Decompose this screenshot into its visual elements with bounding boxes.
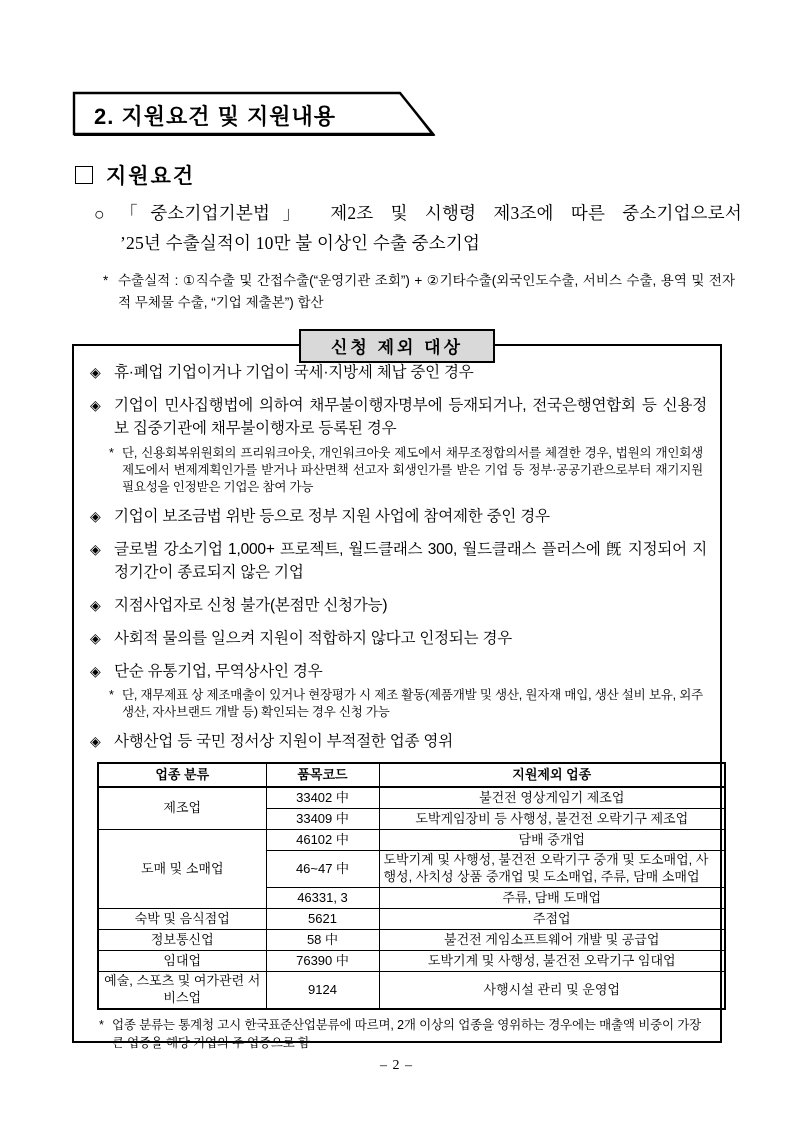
requirement-paragraph [94,198,742,258]
table-row [98,909,725,930]
diamond-bullet-icon: ◈ [90,364,101,380]
exclusion-item [87,362,707,385]
requirement-line-1: 「중소기업기본법」 제2조 및 시행령 제3조에 따른 중소기업으로서 [120,203,742,223]
exclusion-box-content [74,346,720,1052]
table-footnote [99,1017,701,1053]
item-code-cell: 76390 中 [266,951,379,972]
exclusion-item [87,595,707,618]
section-heading-label: 지원요건 [106,164,196,188]
table-header-row [98,763,725,787]
item-code-cell: 46102 中 [266,830,379,851]
diamond-bullet-icon: ◈ [90,662,101,679]
table-row [98,930,725,951]
page-number: – 2 – [380,1058,413,1073]
exclusion-item-note-text: 단, 신용회복위원회의 프리워크아웃, 개인워크아웃 제도에서 채무조정합의서를 체결한 경우, 법원의 개인회생제도에서 변제계획인가를 받거나 파산면책 선고자 회생인가를 받은 기업 등 정부·공공기관으로부터 재기지원 필요성을 인정받은 기업은 참여 가능 [122,445,703,494]
exclusion-item [87,539,707,585]
item-code-cell: 46~47 中 [266,851,379,888]
excluded-industry-cell: 불건전 영상게임기 제조업 [379,787,725,809]
exclusion-item-note [109,445,703,496]
excluded-industry-cell: 도박기계 및 사행성, 불건전 오락기구 임대업 [379,951,725,972]
table-row [98,951,725,972]
exclusion-item-text: 사회적 물의를 일으켜 지원이 적합하지 않다고 인정되는 경우 [114,629,513,647]
column-header-code: 품목코드 [266,763,379,787]
table-row [98,972,725,1009]
table-row [98,830,725,851]
requirement-footnote [103,270,735,314]
exclusion-item-note-text: 단, 재무제표 상 제조매출이 있거나 현장평가 시 제조 활동(제품개발 및 생산, 원자재 매입, 생산 설비 보유, 외주생산, 자사브랜드 개발 등) 확인되는 경우 신청 가능 [122,688,703,720]
asterisk-icon: * [109,688,114,703]
excluded-industry-cell: 담배 중개업 [379,830,725,851]
exclusion-item-text: 휴·폐업 기업이거나 기업이 국세·지방세 체납 중인 경우 [114,364,474,381]
exclusion-item-note [109,687,703,721]
diamond-bullet-icon: ◈ [90,629,101,646]
diamond-bullet-icon: ◈ [90,396,101,413]
industry-category-cell: 정보통신업 [98,930,266,951]
excluded-industry-cell: 주류, 담배 도매업 [379,888,725,909]
diamond-bullet-icon: ◈ [90,540,101,557]
item-code-cell: 58 中 [266,930,379,951]
section-heading [75,160,195,190]
exclusion-item [87,731,707,754]
item-code-cell: 9124 [266,972,379,1009]
square-bullet-icon [75,166,93,184]
diamond-bullet-icon: ◈ [90,733,101,750]
industry-category-cell: 예술, 스포츠 및 여가관련 서비스업 [98,972,266,1009]
excluded-industries-table [97,762,726,1010]
item-code-cell: 33409 中 [266,809,379,830]
exclusion-item [87,395,707,441]
title-banner [72,91,438,139]
exclusion-box-title: 신청 제외 대상 [299,329,495,363]
item-code-cell: 5621 [266,909,379,930]
exclusion-item-text: 단순 유통기업, 무역상사인 경우 [114,662,323,680]
excluded-industry-cell: 도박기계 및 사행성, 불건전 오락기구 중개 및 도소매업, 사행성, 사치성 상품 중개업 및 도소매업, 주류, 담매 소매업 [379,851,725,888]
exclusion-item-text: 기업이 민사집행법에 의하여 채무불이행자명부에 등재되거나, 전국은행연합회 등 신용정보 집중기관에 채무불이행자로 등록된 경우 [114,396,707,437]
exclusion-item-text: 기업이 보조금법 위반 등으로 정부 지원 사업에 참여제한 중인 경우 [114,507,550,525]
exclusion-item [87,661,707,684]
diamond-bullet-icon: ◈ [90,507,101,524]
industry-category-cell: 도매 및 소매업 [98,830,266,909]
industry-category-cell: 제조업 [98,787,266,830]
table-row [98,787,725,809]
page-title: 2. 지원요건 및 지원내용 [94,104,336,129]
asterisk-icon: * [103,273,109,288]
excluded-industry-cell: 도박게임장비 등 사행성, 불건전 오락기구 제조업 [379,809,725,830]
column-header-industry: 지원제외 업종 [379,763,725,787]
excluded-industry-cell: 불건전 게임소프트웨어 개발 및 공급업 [379,930,725,951]
circle-bullet-icon: ○ [94,204,105,224]
exclusion-item [87,628,707,651]
column-header-category: 업종 분류 [98,763,266,787]
requirement-line-2: ’25년 수출실적이 10만 불 이상인 수출 중소기업 [120,233,481,254]
item-code-cell: 33402 中 [266,787,379,809]
industry-category-cell: 숙박 및 음식점업 [98,909,266,930]
industry-category-cell: 임대업 [98,951,266,972]
excluded-industry-cell: 사행시설 관리 및 운영업 [379,972,725,1009]
table-footnote-text: 업종 분류는 통계청 고시 한국표준산업분류에 따르며, 2개 이상의 업종을 영위하는 경우에는 매출액 비중이 가장 큰 업종을 해당 기업의 주 업종으로 함 [112,1017,701,1050]
asterisk-icon: * [109,445,114,460]
diamond-bullet-icon: ◈ [90,596,101,613]
exclusion-item-text: 글로벌 강소기업 1,000+ 프로젝트, 월드클래스 300, 월드클래스 플러스에 旣 지정되어 지정기간이 종료되지 않은 기업 [114,540,707,581]
excluded-industry-cell: 주점업 [379,909,725,930]
exclusion-box [72,338,722,1050]
exclusion-item-text: 사행산업 등 국민 정서상 지원이 부적절한 업종 영위 [114,733,453,751]
exclusion-item-text: 지점사업자로 신청 불가(본점만 신청가능) [114,596,388,614]
item-code-cell: 46331, 3 [266,888,379,909]
exclusion-item [87,506,707,529]
asterisk-icon: * [99,1017,104,1032]
requirement-footnote-text: 수출실적 : ①직수출 및 간접수출(“운영기관 조회”) + ②기타수출(외국인도수출, 서비스 수출, 용역 및 전자적 무체물 수출, “기업 제출본”) 합산 [118,273,735,310]
